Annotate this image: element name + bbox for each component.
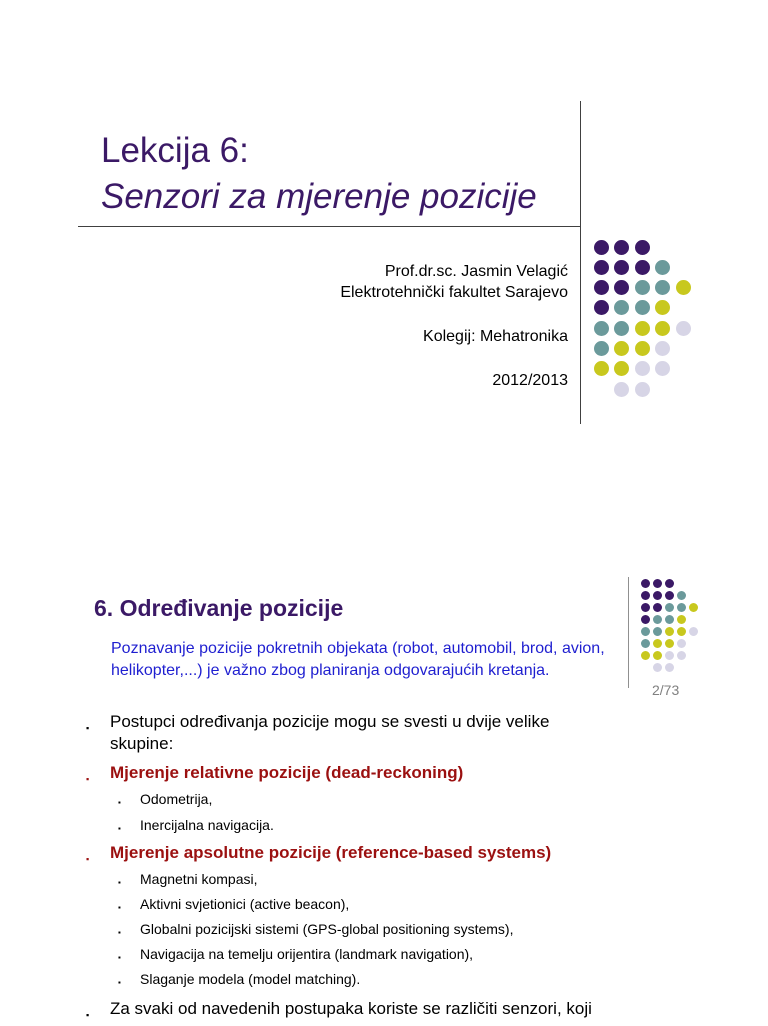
page-number: 2/73 (652, 682, 680, 698)
decorative-dot (653, 663, 662, 672)
sub-bullet-text: Magnetni kompasi, (140, 871, 258, 887)
decorative-dot (641, 579, 650, 588)
bullet-text: Za svaki od navedenih postupaka koriste se različiti senzori, koji (110, 999, 592, 1018)
decorative-dot (676, 321, 691, 336)
bullet-marker: ▪ (86, 774, 90, 784)
bullet-marker: ▪ (86, 1010, 90, 1020)
decorative-dot (655, 361, 670, 376)
slide2-intro-text: Poznavanje pozicije pokretnih objekata (robot, automobil, brod, avion, helikopter,...) je važno zbog planiranja odgovarajućih kretanja. (111, 640, 605, 679)
sub-bullet-marker: ▪ (118, 824, 121, 833)
decorative-dot (665, 663, 674, 672)
sub-bullet-marker: ▪ (118, 878, 121, 887)
decorative-dot (689, 627, 698, 636)
sub-bullet-text: Navigacija na temelju orijentira (landmark navigation), (140, 946, 474, 962)
bullet-text-continued: skupine: (110, 734, 174, 753)
decorative-dot (655, 321, 670, 336)
sub-bullet-text: Globalni pozicijski sistemi (GPS-global positioning systems), (140, 921, 514, 937)
decorative-dot (614, 280, 629, 295)
slide1-vertical-divider (580, 101, 581, 424)
slide1-title-line1: Lekcija 6: (101, 131, 249, 170)
decorative-dot (665, 651, 674, 660)
decorative-dot (594, 341, 609, 356)
decorative-dot (655, 341, 670, 356)
decorative-dot (689, 603, 698, 612)
decorative-dot (635, 300, 650, 315)
bullet-marker: ▪ (86, 723, 90, 733)
decorative-dot (635, 361, 650, 376)
decorative-dot (635, 382, 650, 397)
decorative-dot (665, 579, 674, 588)
decorative-dot (614, 300, 629, 315)
decorative-dot (653, 651, 662, 660)
decorative-dot (614, 341, 629, 356)
academic-year: 2012/2013 (492, 372, 568, 389)
decorative-dot (677, 627, 686, 636)
decorative-dot (641, 591, 650, 600)
decorative-dot (665, 591, 674, 600)
decorative-dot (665, 615, 674, 624)
decorative-dot (635, 341, 650, 356)
sub-bullet-text: Odometrija, (140, 791, 213, 807)
decorative-dot (614, 361, 629, 376)
decorative-dot (635, 321, 650, 336)
decorative-dot (665, 603, 674, 612)
decorative-dot (614, 382, 629, 397)
course-name: Kolegij: Mehatronika (423, 328, 568, 345)
decorative-dot (655, 300, 670, 315)
decorative-dot (641, 627, 650, 636)
decorative-dot (677, 651, 686, 660)
decorative-dot (677, 603, 686, 612)
decorative-dot (677, 639, 686, 648)
bullet-text-emphasis: Mjerenje apsolutne pozicije (reference-based systems) (110, 843, 552, 862)
sub-bullet-text: Slaganje modela (model matching). (140, 971, 361, 987)
slide1-title-line2: Senzori za mjerenje pozicije (101, 177, 537, 216)
sub-bullet-marker: ▪ (118, 978, 121, 987)
decorative-dot (665, 639, 674, 648)
decorative-dot (665, 627, 674, 636)
decorative-dot (594, 361, 609, 376)
decorative-dot (594, 280, 609, 295)
decorative-dot (594, 240, 609, 255)
decorative-dot (653, 627, 662, 636)
decorative-dot (655, 260, 670, 275)
sub-bullet-marker: ▪ (118, 798, 121, 807)
decorative-dot (676, 280, 691, 295)
slide1-horizontal-divider (78, 226, 580, 227)
decorative-dot (641, 639, 650, 648)
decorative-dot (653, 615, 662, 624)
faculty-name: Elektrotehnički fakultet Sarajevo (340, 284, 568, 301)
decorative-dot (614, 240, 629, 255)
decorative-dot (614, 260, 629, 275)
decorative-dot (594, 260, 609, 275)
decorative-dot (677, 615, 686, 624)
slide2-title: 6. Određivanje pozicije (94, 595, 344, 621)
decorative-dot (641, 615, 650, 624)
decorative-dot (653, 591, 662, 600)
decorative-dot (635, 260, 650, 275)
decorative-dot (653, 579, 662, 588)
decorative-dot (635, 280, 650, 295)
decorative-dot (677, 591, 686, 600)
author-name: Prof.dr.sc. Jasmin Velagić (384, 263, 568, 280)
decorative-dot (635, 240, 650, 255)
decorative-dot (655, 280, 670, 295)
sub-bullet-marker: ▪ (118, 903, 121, 912)
decorative-dot (594, 321, 609, 336)
decorative-dot (641, 603, 650, 612)
decorative-dot (594, 300, 609, 315)
sub-bullet-text: Aktivni svjetionici (active beacon), (140, 896, 350, 912)
decorative-dot (653, 603, 662, 612)
decorative-dot (653, 639, 662, 648)
bullet-marker: ▪ (86, 854, 90, 864)
sub-bullet-text: Inercijalna navigacija. (140, 817, 274, 833)
bullet-text-emphasis: Mjerenje relativne pozicije (dead-reckoning) (110, 763, 464, 782)
decorative-dot (614, 321, 629, 336)
bullet-text: Postupci određivanja pozicije mogu se svesti u dvije velike (110, 712, 550, 731)
decorative-dot (641, 651, 650, 660)
sub-bullet-marker: ▪ (118, 953, 121, 962)
sub-bullet-marker: ▪ (118, 928, 121, 937)
